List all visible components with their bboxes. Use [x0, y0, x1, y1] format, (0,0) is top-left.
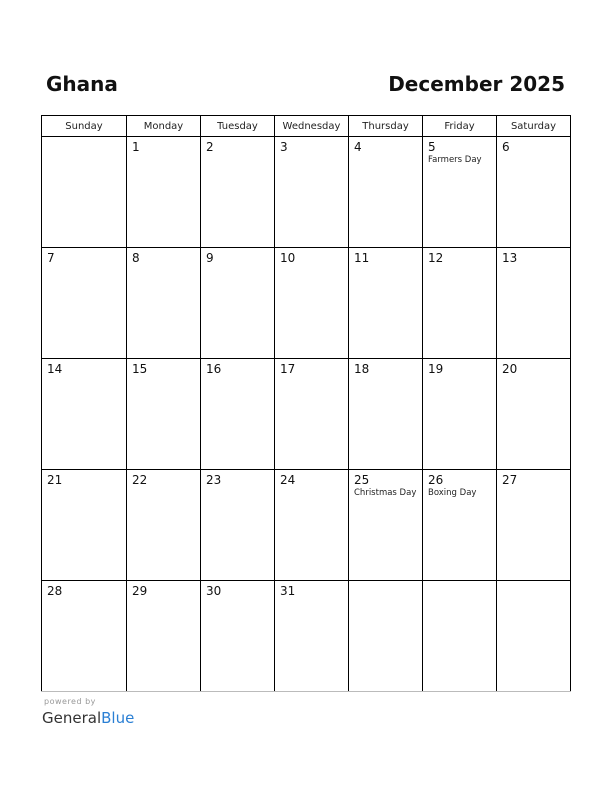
day-number: 19: [428, 362, 444, 376]
day-cell: [349, 359, 423, 470]
day-cell: [275, 470, 349, 581]
day-cell: [423, 248, 497, 359]
day-number: 27: [502, 473, 518, 487]
day-cell: [423, 470, 497, 581]
day-number: 14: [47, 362, 63, 376]
day-number: 10: [280, 251, 296, 265]
weekday-sunday: Sunday: [42, 116, 127, 137]
day-number: 11: [354, 251, 370, 265]
day-number: 15: [132, 362, 148, 376]
day-cell: [127, 470, 201, 581]
day-number: 9: [206, 251, 214, 265]
day-cell: [127, 248, 201, 359]
day-number: 8: [132, 251, 140, 265]
empty-day-cell: [42, 137, 127, 248]
day-cell: [275, 137, 349, 248]
day-cell: [423, 137, 497, 248]
day-cell: [201, 137, 275, 248]
day-number: 17: [280, 362, 296, 376]
empty-day-cell: [349, 581, 423, 692]
day-cell: [127, 137, 201, 248]
weekday-thursday: Thursday: [349, 116, 423, 137]
weekday-saturday: Saturday: [497, 116, 571, 137]
day-cell: [275, 581, 349, 692]
day-number: 24: [280, 473, 296, 487]
day-cell: [349, 248, 423, 359]
day-cell: [275, 359, 349, 470]
day-number: 22: [132, 473, 148, 487]
day-cell: [42, 248, 127, 359]
day-number: 28: [47, 584, 63, 598]
weekday-tuesday: Tuesday: [201, 116, 275, 137]
holiday-label: Farmers Day: [428, 155, 482, 165]
day-number: 23: [206, 473, 222, 487]
day-number: 18: [354, 362, 370, 376]
day-cell: [275, 248, 349, 359]
generalblue-logo[interactable]: [42, 708, 134, 728]
week-row: [42, 581, 571, 692]
week-row: [42, 137, 571, 248]
day-number: 12: [428, 251, 444, 265]
day-cell: [201, 470, 275, 581]
empty-day-cell: [423, 581, 497, 692]
day-cell: [127, 581, 201, 692]
weekday-friday: Friday: [423, 116, 497, 137]
day-cell: [497, 470, 571, 581]
powered-by-label: powered by: [44, 697, 96, 706]
day-cell: [201, 581, 275, 692]
day-number: 30: [206, 584, 222, 598]
day-cell: [497, 248, 571, 359]
day-number: 1: [132, 140, 140, 154]
brand-blue-text: Blue: [101, 709, 135, 727]
day-cell: [497, 359, 571, 470]
holiday-label: Christmas Day: [354, 488, 417, 498]
day-number: 20: [502, 362, 518, 376]
week-row: [42, 359, 571, 470]
day-number: 7: [47, 251, 55, 265]
country-name: Ghana: [46, 72, 118, 96]
day-cell: [497, 137, 571, 248]
day-number: 29: [132, 584, 148, 598]
weekday-wednesday: Wednesday: [275, 116, 349, 137]
day-number: 4: [354, 140, 362, 154]
day-cell: [42, 359, 127, 470]
day-number: 13: [502, 251, 518, 265]
day-number: 2: [206, 140, 214, 154]
day-cell: [42, 470, 127, 581]
holiday-label: Boxing Day: [428, 488, 477, 498]
day-cell: [349, 470, 423, 581]
footer-divider: [41, 691, 571, 692]
day-number: 5: [428, 140, 436, 154]
day-cell: [42, 581, 127, 692]
weekday-header-row: [42, 116, 571, 137]
day-number: 6: [502, 140, 510, 154]
day-number: 3: [280, 140, 288, 154]
week-row: [42, 470, 571, 581]
day-cell: [349, 137, 423, 248]
empty-day-cell: [497, 581, 571, 692]
brand-general-text: General: [42, 709, 102, 727]
day-cell: [201, 248, 275, 359]
day-cell: [201, 359, 275, 470]
day-number: 25: [354, 473, 370, 487]
weekday-monday: Monday: [127, 116, 201, 137]
calendar-grid: [41, 115, 571, 692]
day-cell: [423, 359, 497, 470]
week-row: [42, 248, 571, 359]
day-number: 21: [47, 473, 63, 487]
day-number: 31: [280, 584, 296, 598]
day-number: 26: [428, 473, 444, 487]
day-cell: [127, 359, 201, 470]
month-title: December 2025: [388, 72, 565, 96]
day-number: 16: [206, 362, 222, 376]
